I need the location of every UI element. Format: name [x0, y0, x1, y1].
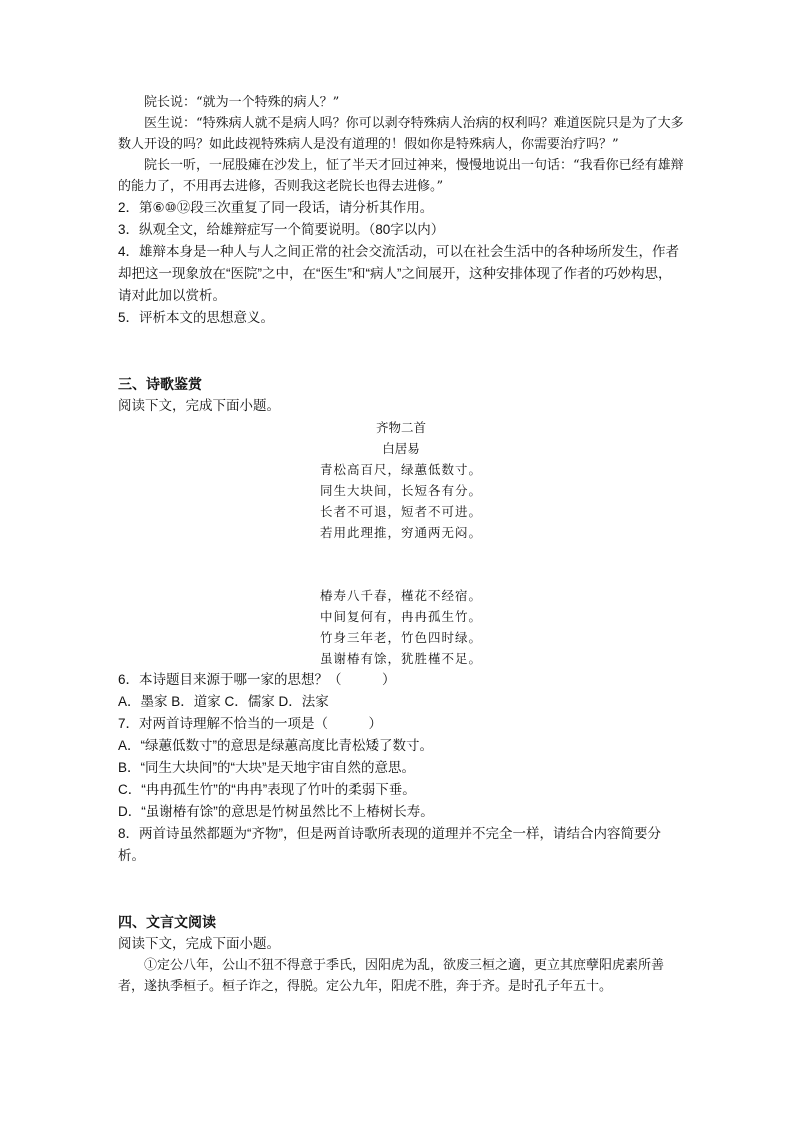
poem-line: 虽谢椿有馀，犹胜槿不足。 [319, 651, 482, 666]
poem-line: 竹身三年老，竹色四时绿。 [319, 630, 482, 645]
question-6-options: A．墨家 B．道家 C．儒家 D．法家 [118, 694, 329, 709]
document-page [118, 92, 684, 997]
poem-line: 若用此理推，穷通两无闷。 [319, 525, 482, 540]
story-paragraph-1: 院长说：“就为一个特殊的病人？” [144, 95, 340, 110]
question-8: 8．两首诗虽然都题为“齐物”，但是两首诗歌所表现的道理并不完全一样，请结合内容简要分析。 [118, 826, 661, 863]
section-4-intro: 阅读下文，完成下面小题。 [118, 936, 280, 951]
question-5: 5．评析本文的思想意义。 [118, 310, 275, 325]
section-3-intro: 阅读下文，完成下面小题。 [118, 398, 280, 413]
story-paragraph-3: 院长一听，一屁股瘫在沙发上，怔了半天才回过神来，慢慢地说出一句话：“我看你已经有雄辩的能力了，不用再去进修，否则我这老院长也得去进修。” [118, 158, 684, 194]
question-list-b [118, 669, 684, 867]
story-excerpt [118, 92, 684, 197]
poem-line: 椿寿八千春，槿花不经宿。 [319, 588, 482, 603]
question-7: 7．对两首诗理解不恰当的一项是（ ） [118, 716, 383, 731]
poem [118, 417, 684, 669]
question-2: 2．第⑥⑩⑫段三次重复了同一段话，请分析其作用。 [118, 200, 434, 215]
poem-line: 长者不可退，短者不可进。 [319, 504, 482, 519]
question-list-a [118, 197, 684, 329]
story-paragraph-2: 医生说：“特殊病人就不是病人吗？你可以剥夺特殊病人治病的权利吗？难道医院只是为了大多数人开设的吗？如此歧视特殊病人是没有道理的！假如你是特殊病人，你需要治疗吗？” [118, 116, 684, 152]
poem-author: 白居易 [382, 441, 420, 456]
section-4-heading: 四、文言文阅读 [118, 914, 216, 930]
poem-title: 齐物二首 [375, 420, 426, 435]
classical-text-paragraph-1: ①定公八年，公山不狃不得意于季氏，因阳虎为乱，欲废三桓之適，更立其庶孽阳虎素所善者，遂执季桓子。桓子诈之，得脱。定公九年，阳虎不胜，奔于齐。是时孔子年五十。 [118, 958, 665, 994]
poem-line: 中间复何有，冉冉孤生竹。 [319, 609, 482, 624]
question-7-option-c: C．“冉冉孤生竹”的“冉冉”表现了竹叶的柔弱下垂。 [118, 782, 416, 797]
question-7-option-a: A．“绿蕙低数寸”的意思是绿蕙高度比青松矮了数寸。 [118, 738, 433, 753]
question-4: 4．雄辩本身是一种人与人之间正常的社会交流活动，可以在社会生活中的各种场所发生，作者却把这一现象放在“医院”之中，在“医生”和“病人”之间展开，这种安排体现了作者的巧妙构思，请对此加以赏析。 [118, 244, 680, 303]
section-3-heading: 三、诗歌鉴赏 [118, 376, 202, 392]
poem-line: 青松高百尺，绿蕙低数寸。 [319, 462, 482, 477]
question-6: 6．本诗题目来源于哪一家的思想？（ ） [118, 672, 396, 687]
question-7-option-b: B．“同生大块间”的“大块”是天地宇宙自然的意思。 [118, 760, 415, 775]
question-7-option-d: D．“虽谢椿有馀”的意思是竹树虽然比不上椿树长寿。 [118, 804, 434, 819]
question-3: 3．纵观全文，给雄辩症写一个简要说明。（80字以内） [118, 222, 445, 237]
poem-line: 同生大块间，长短各有分。 [319, 483, 482, 498]
